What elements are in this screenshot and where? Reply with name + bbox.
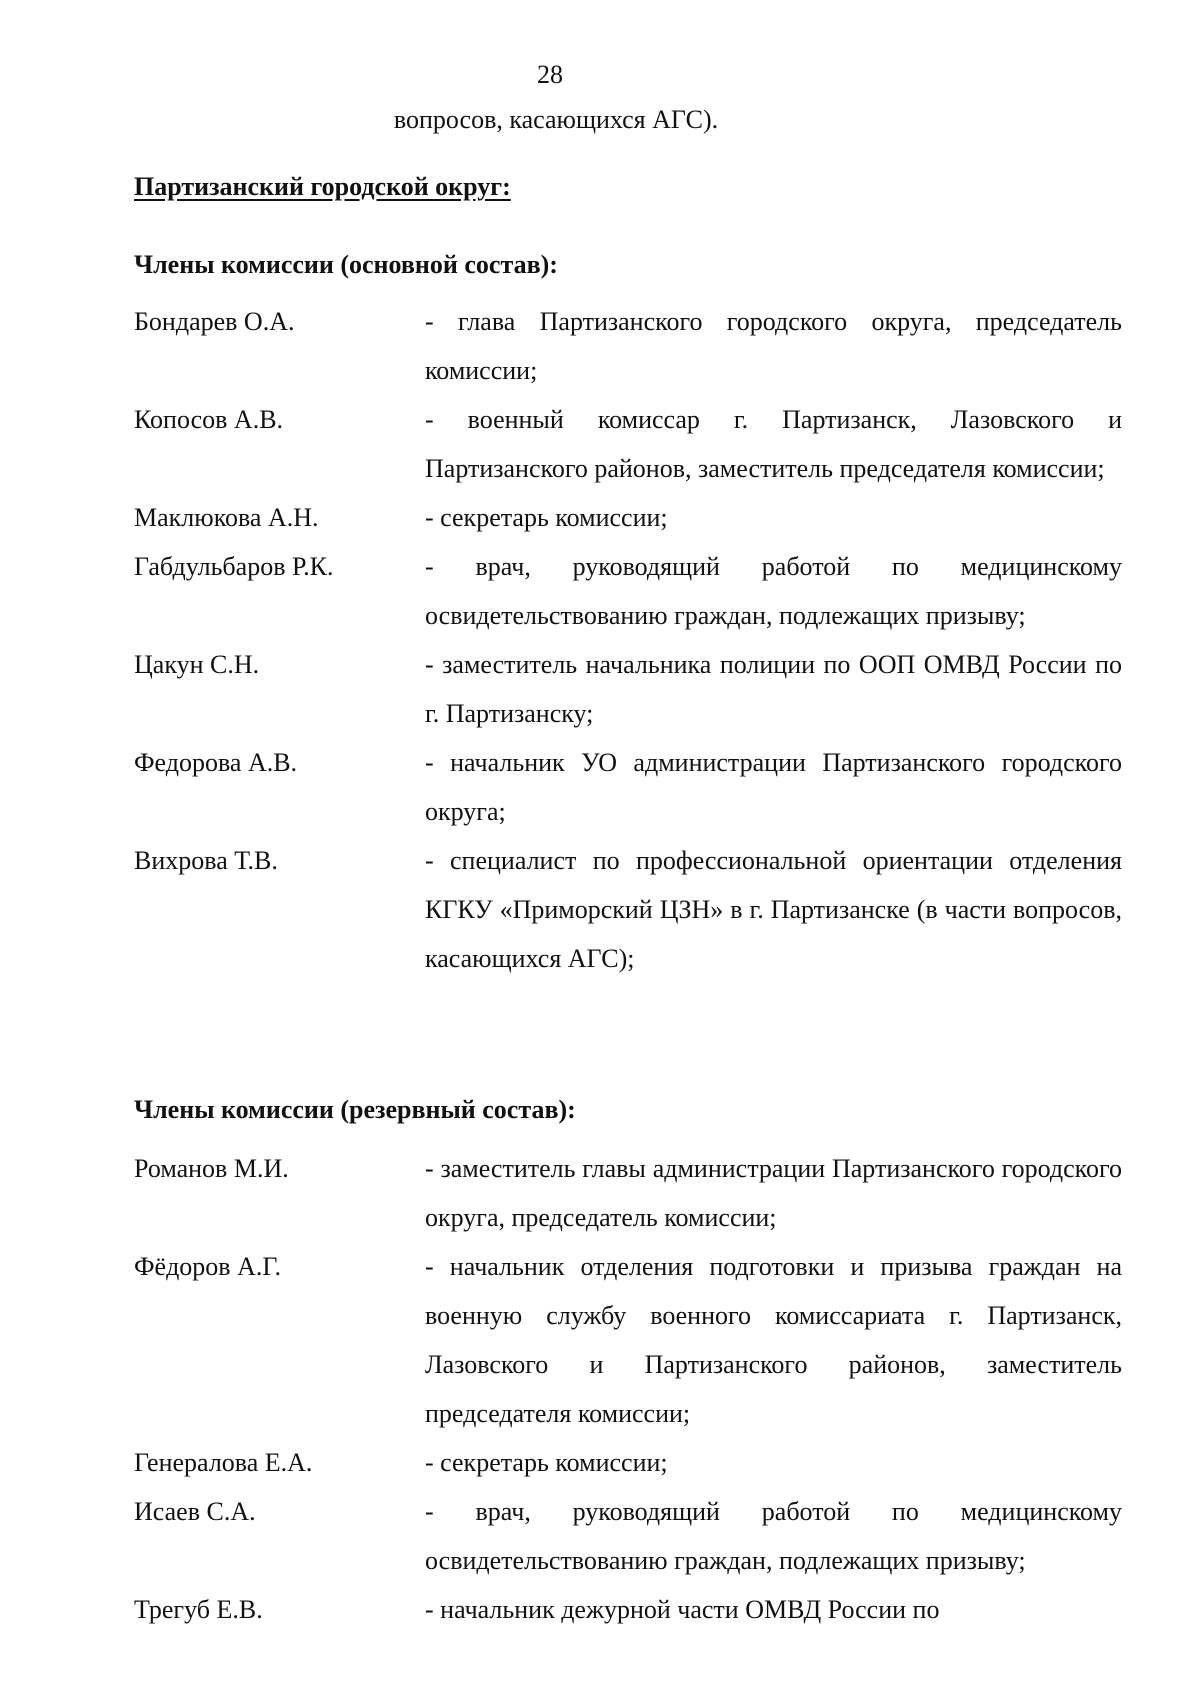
member-name: Бондарев О.А. bbox=[134, 307, 295, 336]
main-members-list bbox=[134, 297, 1122, 983]
member-role: - специалист по профессиональной ориентации отделения КГКУ «Приморский ЦЗН» в г. Партизанске (в части вопросов, касающихся АГС); bbox=[425, 846, 1122, 973]
member-role: - начальник отделения подготовки и призыва граждан на военную службу военного комиссариата г. Партизанск, Лазовского и Партизанского районов, заместитель председателя комиссии; bbox=[425, 1252, 1122, 1428]
reserve-section-title: Члены комиссии (резервный состав): bbox=[134, 1095, 576, 1124]
member-entry bbox=[134, 297, 1122, 395]
district-title: Партизанский городской округ: bbox=[134, 172, 511, 201]
member-entry bbox=[134, 1585, 1122, 1634]
member-role: - заместитель главы администрации Партизанского городского округа, председатель комиссии; bbox=[425, 1154, 1122, 1232]
member-name: Исаев С.А. bbox=[134, 1497, 256, 1526]
member-name: Габдульбаров Р.К. bbox=[134, 552, 334, 581]
reserve-members-list bbox=[134, 1144, 1122, 1634]
member-role: - глава Партизанского городского округа, председатель комиссии; bbox=[425, 307, 1122, 385]
page-number: 28 bbox=[537, 60, 563, 89]
member-role: - начальник УО администрации Партизанского городского округа; bbox=[425, 748, 1122, 826]
member-entry bbox=[134, 395, 1122, 493]
member-entry bbox=[134, 1144, 1122, 1242]
member-role: - секретарь комиссии; bbox=[425, 1448, 668, 1477]
member-entry bbox=[134, 640, 1122, 738]
member-role: - военный комиссар г. Партизанск, Лазовского и Партизанского районов, заместитель председателя комиссии; bbox=[425, 405, 1122, 483]
member-name: Генералова Е.А. bbox=[134, 1448, 313, 1477]
member-entry bbox=[134, 1438, 1122, 1487]
member-role: - секретарь комиссии; bbox=[425, 503, 668, 532]
member-name: Федорова А.В. bbox=[134, 748, 298, 777]
member-entry bbox=[134, 836, 1122, 983]
member-name: Цакун С.Н. bbox=[134, 650, 260, 679]
member-name: Трегуб Е.В. bbox=[134, 1595, 263, 1624]
member-name: Копосов А.В. bbox=[134, 405, 284, 434]
main-section-title: Члены комиссии (основной состав): bbox=[134, 250, 558, 279]
member-role: - начальник дежурной части ОМВД России по bbox=[425, 1595, 940, 1624]
member-role: - врач, руководящий работой по медицинскому освидетельствованию граждан, подлежащих призыву; bbox=[425, 552, 1122, 630]
member-entry bbox=[134, 738, 1122, 836]
member-entry bbox=[134, 1242, 1122, 1438]
member-name: Фёдоров А.Г. bbox=[134, 1252, 281, 1281]
member-role: - заместитель начальника полиции по ООП ОМВД России по г. Партизанску; bbox=[425, 650, 1122, 728]
member-entry bbox=[134, 493, 1122, 542]
member-role: - врач, руководящий работой по медицинскому освидетельствованию граждан, подлежащих призыву; bbox=[425, 1497, 1122, 1575]
member-name: Маклюкова А.Н. bbox=[134, 503, 319, 532]
member-name: Вихрова Т.В. bbox=[134, 846, 278, 875]
member-entry bbox=[134, 542, 1122, 640]
member-entry bbox=[134, 1487, 1122, 1585]
continuation-text: вопросов, касающихся АГС). bbox=[393, 105, 719, 134]
member-name: Романов М.И. bbox=[134, 1154, 289, 1183]
